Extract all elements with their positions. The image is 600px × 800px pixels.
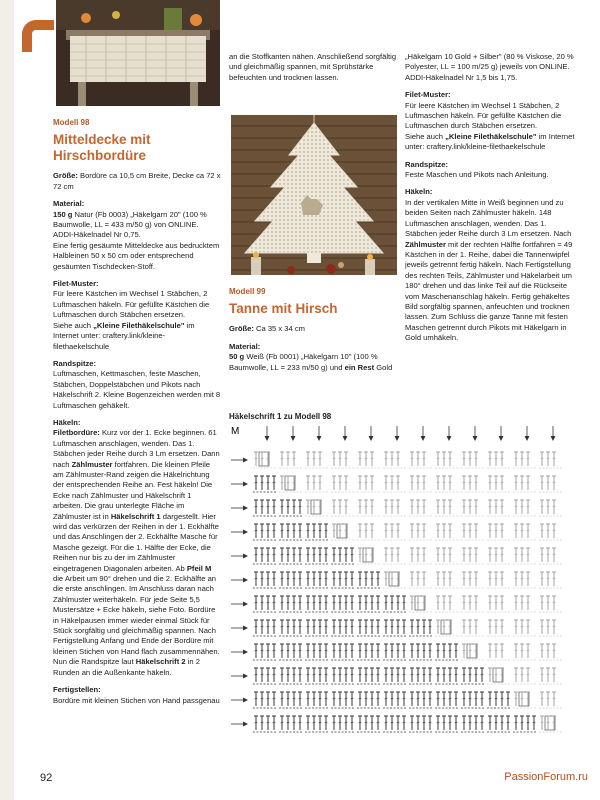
arrowhead-left bbox=[243, 506, 248, 511]
arrowhead-left bbox=[243, 530, 248, 535]
chart-marker-m: M bbox=[231, 426, 240, 437]
haekeln-t3: dargestellt. Hier wird das verkürzen der Reihen in der 1. Eckhälfte und das Anschlingen der 2. Eckhälfte Masche für Masche gezeigt. Für die 1. Hälfte der Ecke, die Reihen nur bis zu der im Zählmuster eingetragenen Diagonalen arbeiten. Ab bbox=[53, 511, 219, 573]
size-paragraph bbox=[53, 171, 221, 192]
continued-text: an die Stoffkanten nähen. Anschließend sorgfältig und gleichmäßig spannen, mit Sprühstärke befeuchten und trocknen lassen. bbox=[229, 52, 397, 82]
filet-heading: Filet-Muster: bbox=[53, 279, 99, 289]
size-paragraph-99 bbox=[229, 324, 397, 334]
filet-99-b: im Internet unter: craftery.link/kleine-filethaekelschule bbox=[405, 131, 575, 152]
watermark: PassionForum.ru bbox=[504, 771, 588, 783]
haekeln-b2: Zählmuster bbox=[71, 459, 113, 469]
haekeln-99-t2: mit der rechten Hälfte fortfahren = 49 Kästchen in der 1. Reihe, dabei die Tannenwipfel jeweils getrennt fertig häkeln. Nach Fertigstellung des rechten Teils, Zählmuster und Häkelarbeit um 180° drehen und das linke Teil auf die Rückseite vom Maschenanschlag häkeln. Fertig gehäkeltes Bild sorgfältig spannen, anfeuchten und trocknen lassen. Zum Schluss die ganze Tanne mit festen Maschen getrennt durch Pikots mit Häkelgarn in Gold umhäkeln. bbox=[405, 239, 573, 343]
haekeln-t5a: Nun die Randspitze laut bbox=[53, 657, 136, 667]
filet-99-a: Siehe auch bbox=[405, 131, 446, 141]
material-yarn-99: Weiß (Fb 0001) „Häkelgarn 10" (100 % Baumwolle, LL = 233 m/50 g) und bbox=[229, 352, 378, 372]
filet-text-2a: Siehe auch bbox=[53, 320, 94, 330]
filet-text-99-1: Für leere Kästchen im Wechsel 1 Stäbchen, 2 Luftmaschen häkeln. Für gefüllte Kästchen die Luftmaschen durch Stäbchen ersetzen. bbox=[405, 100, 562, 131]
arrowhead-left bbox=[243, 674, 248, 679]
corner-ornament bbox=[22, 20, 54, 52]
haekeln-t4: die Arbeit um 90° drehen und die 2. Eckhälfte an die erste anschlingen. Im Anschluss daran nach Zählmuster weiterhäkeln. Für jede Seite 5,5 Mustersätze + Ecke häkeln, siehe Foto. Bordüre in Häkelpausen immer wieder einmal Stück für Stück sorgfältig und gleichmäßig spannen. Nach Fertigstellung Anfang und Ende der Bordüre mit kleinen Stichen von Hand flach zusammennähen. bbox=[53, 574, 220, 656]
material-heading-99: Material: bbox=[229, 341, 261, 351]
material-rest-99: ein Rest bbox=[344, 362, 375, 372]
arrowhead-left bbox=[243, 698, 248, 703]
filet-text-99-2 bbox=[405, 132, 575, 153]
arrowhead-left bbox=[243, 722, 248, 727]
filet-school-link-label: „Kleine Filethäkelschule" bbox=[93, 320, 185, 330]
material-continued: „Häkelgarn 10 Gold + Silber" (80 % Viskose, 20 % Polyester, LL = 100 m/25 g) jeweils von ONLINE. ADDI-Häkelnadel Nr 1,5 bis 1,75. bbox=[405, 52, 574, 82]
size-text-99: Ca 35 x 34 cm bbox=[253, 324, 305, 334]
arrowhead-left bbox=[243, 554, 248, 559]
haekeln-b3: Häkelschrift 1 bbox=[110, 511, 161, 521]
haekeln-text-2 bbox=[53, 657, 221, 678]
arrowhead-top bbox=[343, 436, 348, 441]
haekeln-text-99 bbox=[405, 198, 575, 344]
filet-heading-99: Filet-Muster: bbox=[405, 90, 451, 100]
column-modell-98 bbox=[53, 118, 221, 706]
photo-mitteldecke bbox=[56, 0, 220, 106]
arrowhead-left bbox=[243, 482, 248, 487]
arrowhead-top bbox=[551, 436, 556, 441]
arrowhead-left bbox=[243, 650, 248, 655]
photo-tanne bbox=[231, 115, 397, 275]
haekeln-heading: Häkeln: bbox=[53, 417, 81, 427]
model-title: Mitteldecke mit Hirschbordüre bbox=[53, 132, 151, 164]
arrowhead-left bbox=[243, 626, 248, 631]
arrowhead-top bbox=[525, 436, 530, 441]
model-label: Modell 98 bbox=[53, 118, 90, 127]
haekeln-t5b: in 2 Runden an die Außenkante häkeln. bbox=[53, 657, 200, 677]
haekeln-text bbox=[53, 428, 221, 657]
material-yarn: Natur (Fb 0003) „Häkelgarn 20" (100 % Baumwolle, LL = 433 m/50 g) von ONLINE. bbox=[53, 209, 207, 230]
size-label: Größe: bbox=[53, 171, 78, 181]
arrowhead-top bbox=[291, 436, 296, 441]
page-edge bbox=[0, 0, 14, 800]
size-text: Bordüre ca 10,5 cm Breite, Decke ca 72 x 72 cm bbox=[53, 171, 221, 191]
arrowhead-top bbox=[369, 436, 374, 441]
photo-mitteldecke-image bbox=[56, 0, 220, 106]
haekeln-b5: Häkelschrift 2 bbox=[135, 657, 186, 667]
column-3 bbox=[405, 52, 575, 344]
filet-99-bold: „Kleine Filethäkelschule" bbox=[445, 131, 537, 141]
fertig-text: Bordüre mit kleinen Stichen von Hand passgenau bbox=[53, 695, 220, 705]
haekeln-t1: Kurz vor der 1. Ecke beginnen. 61 Luftmaschen anschlagen, wenden. Das 1. Stäbchen jeder Reihe durch 3 Lm ersetzen. Dann nach bbox=[53, 428, 220, 469]
material-text-3: Eine fertig gesäumte Mitteldecke aus bedrucktem Halbleinen 50 x 50 cm oder entsprechend gesäumten Tischdecken-Stoff. bbox=[53, 240, 220, 271]
filet-text-1: Für leere Kästchen im Wechsel 1 Stäbchen, 2 Luftmaschen häkeln. Für gefüllte Kästchen die Luftmaschen durch Stäbchen ersetzen. bbox=[53, 289, 210, 320]
model-label-99: Modell 99 bbox=[229, 287, 266, 296]
arrowhead-left bbox=[243, 602, 248, 607]
filet-text-2b: im Internet unter: craftery.link/kleine-filethaekelschule bbox=[53, 320, 195, 351]
material-heading: Material: bbox=[53, 199, 85, 209]
arrowhead-top bbox=[265, 436, 270, 441]
crochet-chart bbox=[229, 424, 577, 750]
arrowhead-top bbox=[395, 436, 400, 441]
arrowhead-left bbox=[243, 578, 248, 583]
filet-text-2 bbox=[53, 321, 221, 352]
haekeln-t2: fortfahren. Die kleinen Pfeile am Zählmuster-Rand zeigen die Häkelrichtung der entsprechenden Reihe an. Fest häkeln! Die Ecke nach Zählmuster und Häkelschrift 1 arbeiten. Die grau unterlegte Fläche im Zählmuster ist in bbox=[53, 459, 213, 521]
randspitze-text: Luftmaschen, Kettmaschen, feste Maschen, Stäbchen, Doppelstäbchen und Pikots nach Häkelschrift 2. Kleine Bogenzeichen werden mit 8 Luftmaschen gehäkelt. bbox=[53, 369, 221, 410]
arrowhead-left bbox=[243, 458, 248, 463]
haekeln-99-t1: In der vertikalen Mitte in Weiß beginnen und zu beiden Seiten nach Zählmuster häkeln. 148 Luftmaschen anschlagen, wenden. Das 1. Stäbchen jeder Reihe durch 3 Lm ersetzen. Nach bbox=[405, 197, 572, 239]
crochet-chart-title: Häkelschrift 1 zu Modell 98 bbox=[229, 412, 332, 421]
randspitze-text-99: Feste Maschen und Pikots nach Anleitung. bbox=[405, 170, 549, 180]
haekeln-b4: Pfeil M bbox=[186, 563, 212, 573]
haekeln-heading-99: Häkeln: bbox=[405, 187, 433, 197]
chart-symbols bbox=[231, 426, 563, 732]
arrowhead-top bbox=[317, 436, 322, 441]
material-amount-99: 50 g bbox=[229, 352, 245, 362]
material-gold-99: Gold bbox=[374, 362, 393, 372]
randspitze-heading-99: Randspitze: bbox=[405, 159, 449, 169]
page-number: 92 bbox=[40, 772, 53, 784]
size-label-99: Größe: bbox=[229, 324, 254, 334]
photo-tanne-image bbox=[231, 115, 397, 275]
arrowhead-top bbox=[447, 436, 452, 441]
material-text-1 bbox=[53, 210, 221, 231]
column-2-top bbox=[229, 52, 397, 83]
arrowhead-top bbox=[499, 436, 504, 441]
model-title-99: Tanne mit Hirsch bbox=[229, 301, 338, 317]
material-text-2: ADDI-Häkelnadel Nr 0,75. bbox=[53, 230, 141, 240]
haekeln-99-b1: Zählmuster bbox=[405, 239, 446, 249]
column-modell-99 bbox=[229, 287, 397, 373]
randspitze-heading: Randspitze: bbox=[53, 358, 97, 368]
arrowhead-top bbox=[473, 436, 478, 441]
fertig-heading: Fertigstellen: bbox=[53, 685, 101, 695]
arrowhead-top bbox=[421, 436, 426, 441]
material-amount: 150 g bbox=[53, 209, 73, 219]
material-text-99 bbox=[229, 352, 397, 373]
haekeln-b1: Filetbordüre: bbox=[53, 428, 100, 438]
